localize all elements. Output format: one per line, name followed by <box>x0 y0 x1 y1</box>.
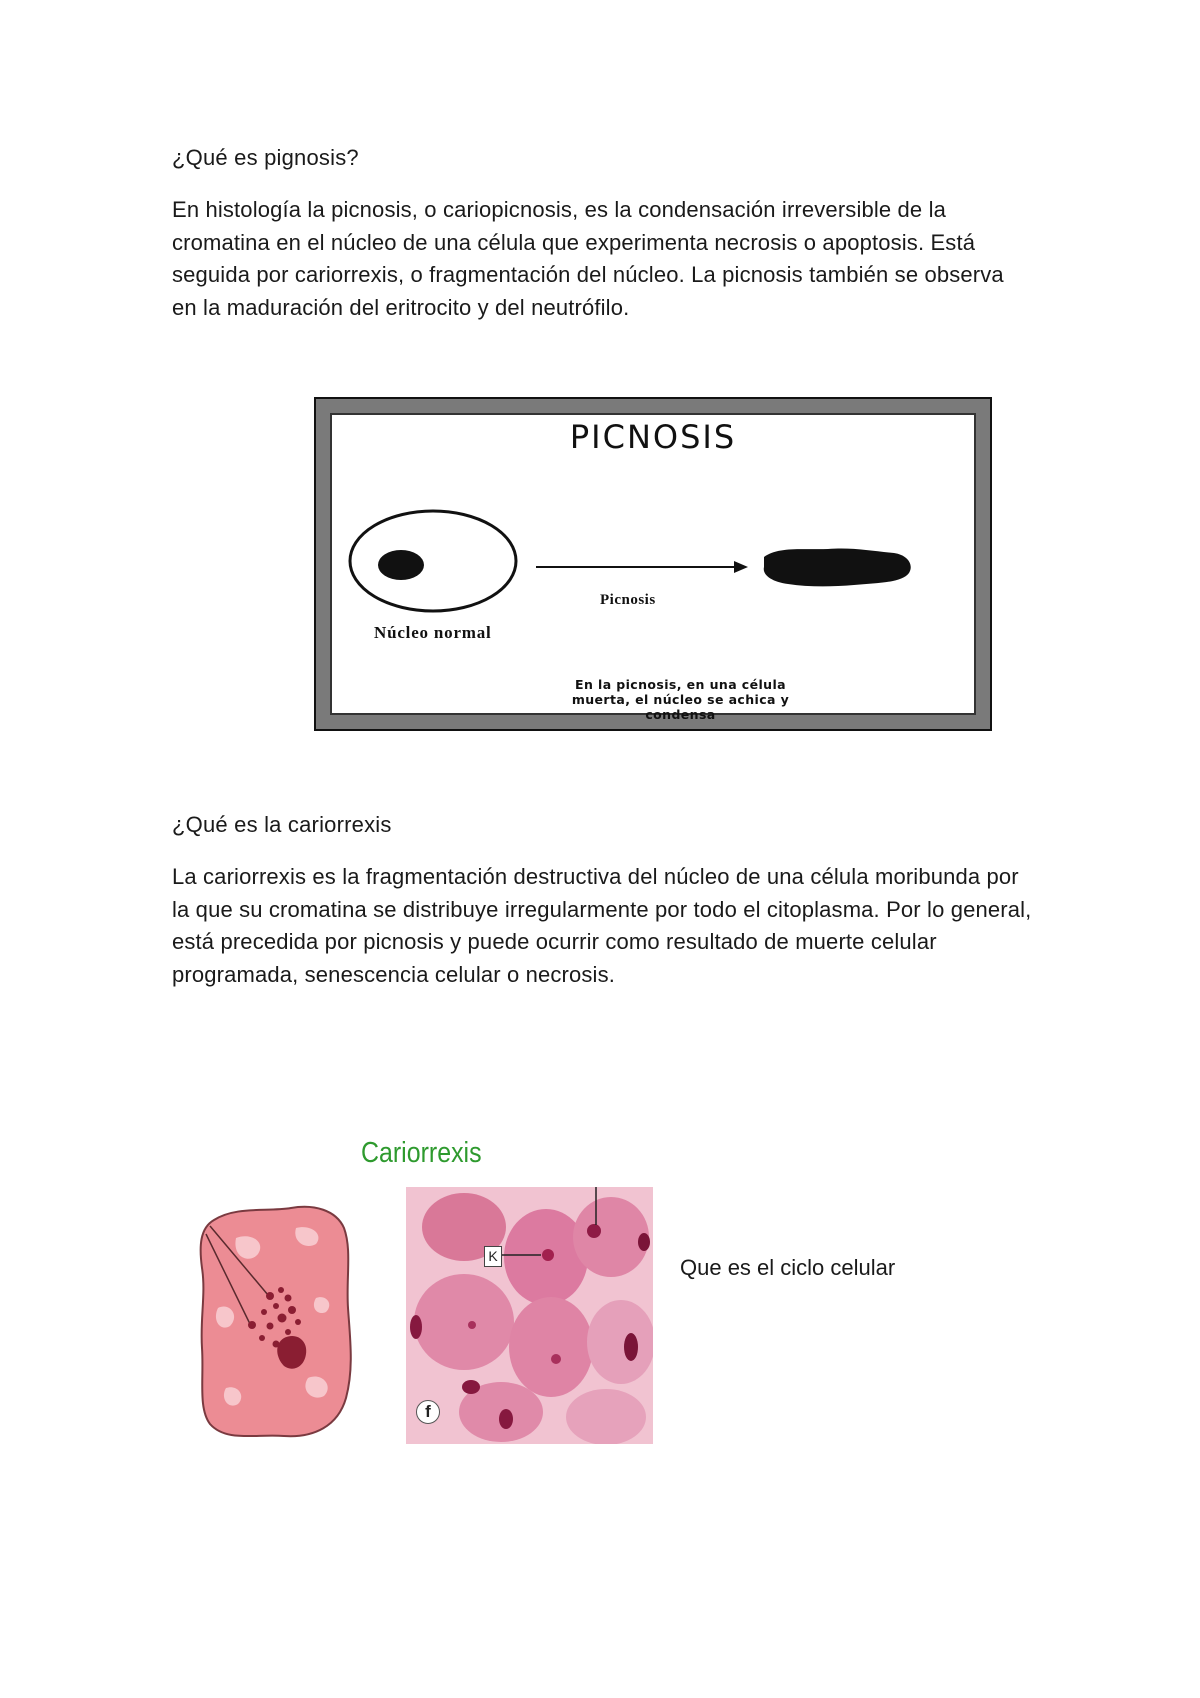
nucleus-fragment <box>542 1249 554 1261</box>
nucleus-fragment <box>468 1321 476 1329</box>
tissue-cell <box>573 1197 649 1277</box>
panel-letter: f <box>416 1400 440 1424</box>
chromatin-fragment <box>261 1309 267 1315</box>
question-pignosis: ¿Qué es pignosis? <box>172 145 359 170</box>
nucleus-fragment <box>551 1354 561 1364</box>
tissue-cell <box>509 1297 593 1397</box>
cariorrexis-micrograph <box>406 1187 653 1444</box>
chromatin-fragment <box>266 1292 274 1300</box>
normal-nucleus <box>378 550 424 580</box>
chromatin-fragment <box>285 1295 292 1302</box>
dark-nucleus <box>624 1333 638 1361</box>
question-cariorrexis: ¿Qué es la cariorrexis <box>172 812 392 837</box>
tissue-cell <box>566 1389 646 1444</box>
nucleus-fragment <box>587 1224 601 1238</box>
chromatin-fragment <box>295 1319 301 1325</box>
pyknotic-nucleus <box>764 548 911 586</box>
cariorrexis-title: Cariorrexis <box>361 1137 482 1169</box>
chromatin-fragment <box>259 1335 265 1341</box>
chromatin-fragment <box>248 1321 256 1329</box>
dark-nucleus <box>462 1380 480 1394</box>
chromatin-fragment <box>267 1323 274 1330</box>
chromatin-fragment <box>278 1314 287 1323</box>
chromatin-fragment <box>288 1306 296 1314</box>
dark-nucleus <box>410 1315 422 1339</box>
cariorrexis-cell-illustration <box>196 1198 356 1448</box>
tissue-cell <box>414 1274 514 1370</box>
arrow-head <box>734 561 748 573</box>
picnosis-caption: En la picnosis, en una célula muerta, el núcleo se achica y condensa <box>571 677 790 722</box>
chromatin-fragment <box>273 1303 279 1309</box>
normal-cell-outline <box>350 511 516 611</box>
side-note: Que es el ciclo celular <box>680 1255 896 1280</box>
picnosis-diagram <box>314 397 992 731</box>
paragraph-pignosis: En histología la picnosis, o cariopicnosis, es la condensación irreversible de la cromatina en el núcleo de una célula que experimenta necrosis o apoptosis. Está seguida por cariorrexis, o fragmentación del núcleo. La picnosis también se observa en la maduración del eritrocito y del neutrófilo. <box>172 197 1004 320</box>
picnosis-title: PICNOSIS <box>569 418 737 456</box>
micrograph-drawing <box>406 1187 653 1444</box>
dark-nucleus <box>499 1409 513 1429</box>
chromatin-fragment <box>278 1287 284 1293</box>
chromatin-fragment <box>285 1329 291 1335</box>
arrow-label: Picnosis <box>600 592 656 608</box>
normal-nucleus-label: Núcleo normal <box>374 623 492 642</box>
tissue-cell <box>587 1300 653 1384</box>
marker-k: K <box>484 1246 502 1267</box>
dark-nucleus <box>638 1233 650 1251</box>
paragraph-cariorrexis: La cariorrexis es la fragmentación destructiva del núcleo de una célula moribunda por la que su cromatina se distribuye irregularmente por todo el citoplasma. Por lo general, está precedida por picnosis y puede ocurrir como resultado de muerte celular programada, senescencia celular o necrosis. <box>172 864 1032 987</box>
